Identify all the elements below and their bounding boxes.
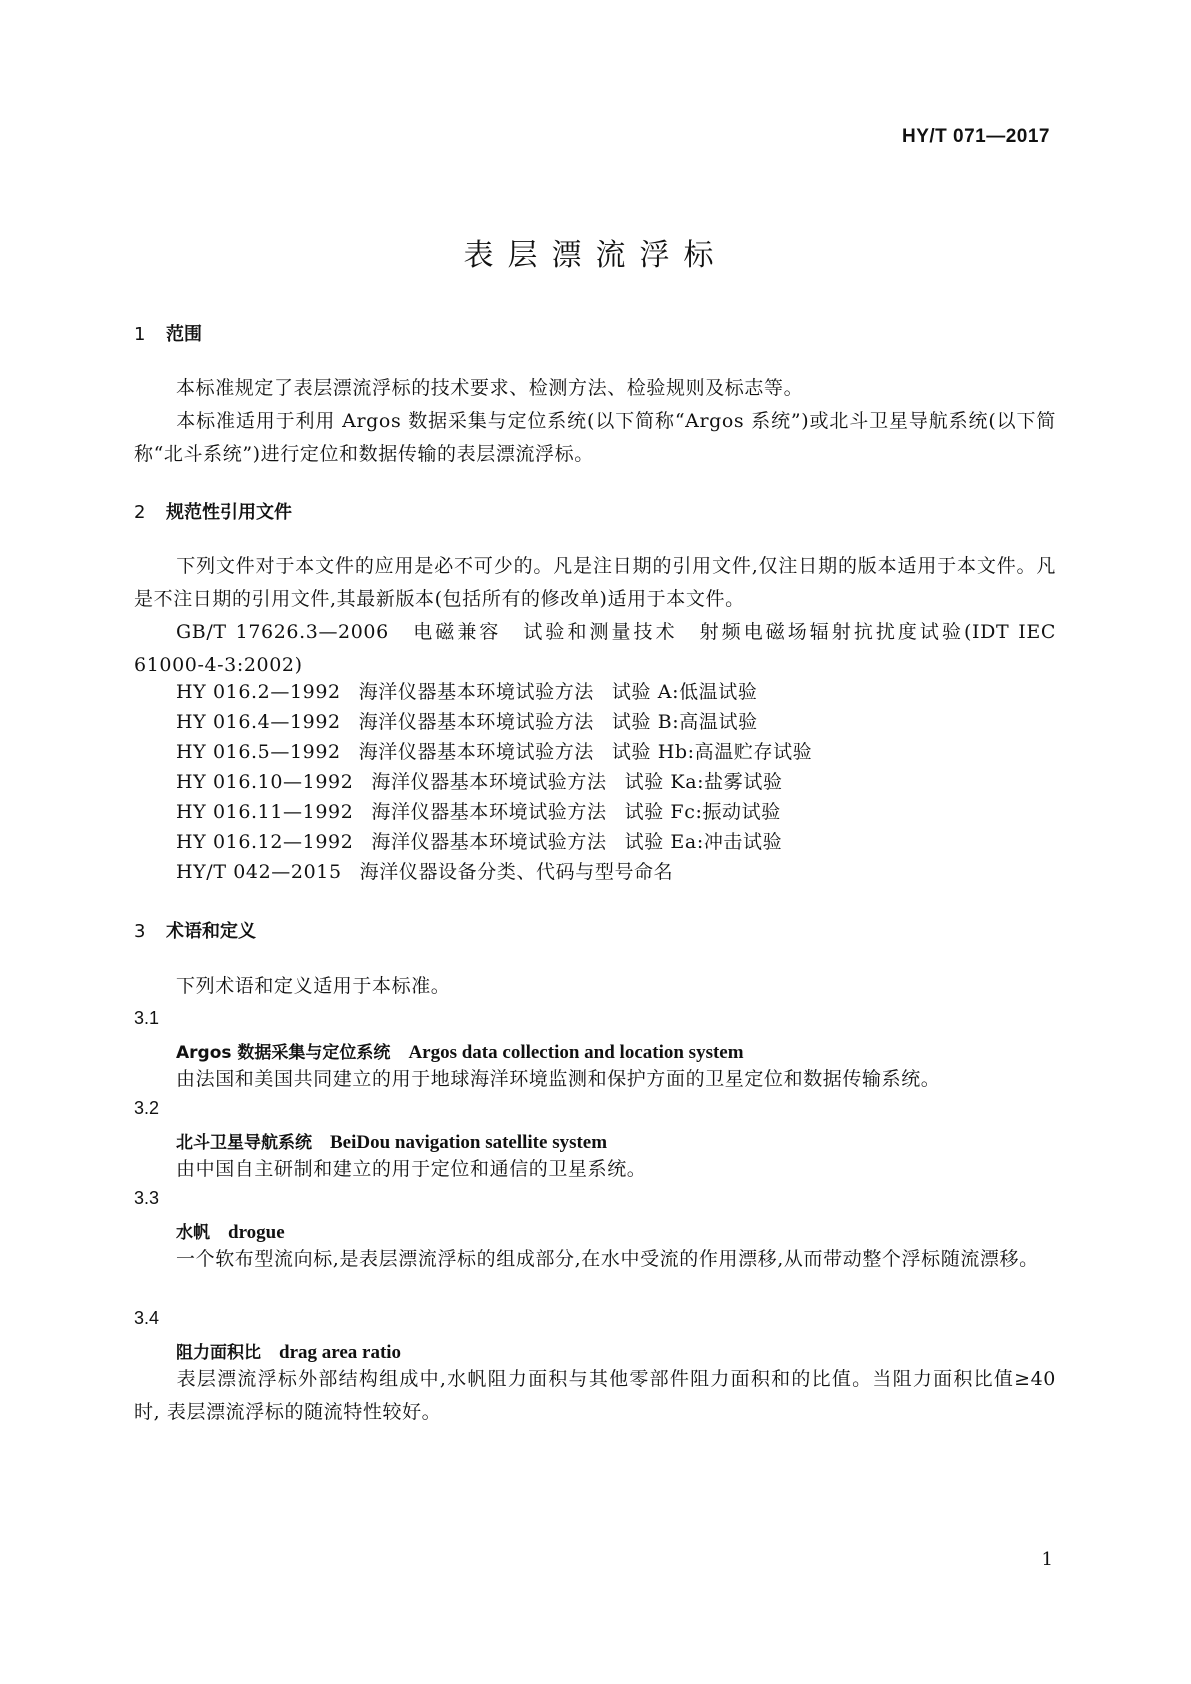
standard-code: HY/T 071—2017 bbox=[901, 126, 1050, 147]
section-number: 3 bbox=[134, 921, 146, 942]
section-number: 1 bbox=[134, 324, 146, 345]
reference-item: HY 016.2—1992 海洋仪器基本环境试验方法 试验 A:低温试验 bbox=[176, 681, 758, 703]
section-1-heading bbox=[134, 320, 202, 346]
section-3-heading bbox=[134, 917, 256, 943]
term-number: 3.3 bbox=[134, 1188, 160, 1208]
term-definition: 由中国自主研制和建立的用于定位和通信的卫星系统。 bbox=[176, 1158, 647, 1180]
reference-item: HY 016.10—1992 海洋仪器基本环境试验方法 试验 Ka:盐雾试验 bbox=[176, 771, 783, 793]
section-title: 规范性引用文件 bbox=[166, 502, 292, 523]
section-1-paragraph-1: 本标准规定了表层漂流浮标的技术要求、检测方法、检验规则及标志等。 bbox=[176, 377, 804, 399]
reference-item: HY 016.4—1992 海洋仪器基本环境试验方法 试验 B:高温试验 bbox=[176, 711, 758, 733]
term-definition: 表层漂流浮标外部结构组成中,水帆阻力面积与其他零部件阻力面积和的比值。当阻力面积比值≥40 时, 表层漂流浮标的随流特性较好。 bbox=[134, 1368, 1056, 1423]
section-1-paragraph-2: 本标准适用于利用 Argos 数据采集与定位系统(以下简称“Argos 系统”)或北斗卫星导航系统(以下简称“北斗系统”)进行定位和数据传输的表层漂流浮标。 bbox=[134, 410, 1056, 465]
section-title: 术语和定义 bbox=[166, 921, 256, 942]
section-number: 2 bbox=[134, 502, 146, 523]
term-name: Argos 数据采集与定位系统 Argos data collection and location system bbox=[176, 1042, 744, 1063]
term-number: 3.4 bbox=[134, 1308, 160, 1328]
term-definition: 由法国和美国共同建立的用于地球海洋环境监测和保护方面的卫星定位和数据传输系统。 bbox=[176, 1068, 941, 1090]
term-number: 3.1 bbox=[134, 1008, 160, 1028]
reference-item: HY 016.12—1992 海洋仪器基本环境试验方法 试验 Ea:冲击试验 bbox=[176, 831, 783, 853]
section-2-heading bbox=[134, 498, 292, 524]
page-number: 1 bbox=[1041, 1549, 1053, 1570]
reference-item: HY 016.5—1992 海洋仪器基本环境试验方法 试验 Hb:高温贮存试验 bbox=[176, 741, 813, 763]
document-title: 表层漂流浮标 bbox=[463, 238, 728, 273]
term-name: 水帆 drogue bbox=[176, 1222, 285, 1243]
term-name: 阻力面积比 drag area ratio bbox=[176, 1342, 402, 1363]
reference-item: HY 016.11—1992 海洋仪器基本环境试验方法 试验 Fc:振动试验 bbox=[176, 801, 781, 823]
term-definition: 一个软布型流向标,是表层漂流浮标的组成部分,在水中受流的作用漂移,从而带动整个浮标随流漂移。 bbox=[176, 1248, 1039, 1270]
term-number: 3.2 bbox=[134, 1098, 160, 1118]
section-title: 范围 bbox=[166, 324, 202, 345]
section-2-intro: 下列文件对于本文件的应用是必不可少的。凡是注日期的引用文件,仅注日期的版本适用于本文件。凡是不注日期的引用文件,其最新版本(包括所有的修改单)适用于本文件。 bbox=[134, 555, 1056, 610]
reference-gb-17626: GB/T 17626.3—2006 电磁兼容 试验和测量技术 射频电磁场辐射抗扰度试验(IDT IEC 61000-4-3:2002) bbox=[134, 621, 1056, 676]
section-3-intro: 下列术语和定义适用于本标准。 bbox=[176, 975, 451, 997]
reference-item: HY/T 042—2015 海洋仪器设备分类、代码与型号命名 bbox=[176, 861, 674, 883]
term-name: 北斗卫星导航系统 BeiDou navigation satellite system bbox=[176, 1132, 608, 1153]
